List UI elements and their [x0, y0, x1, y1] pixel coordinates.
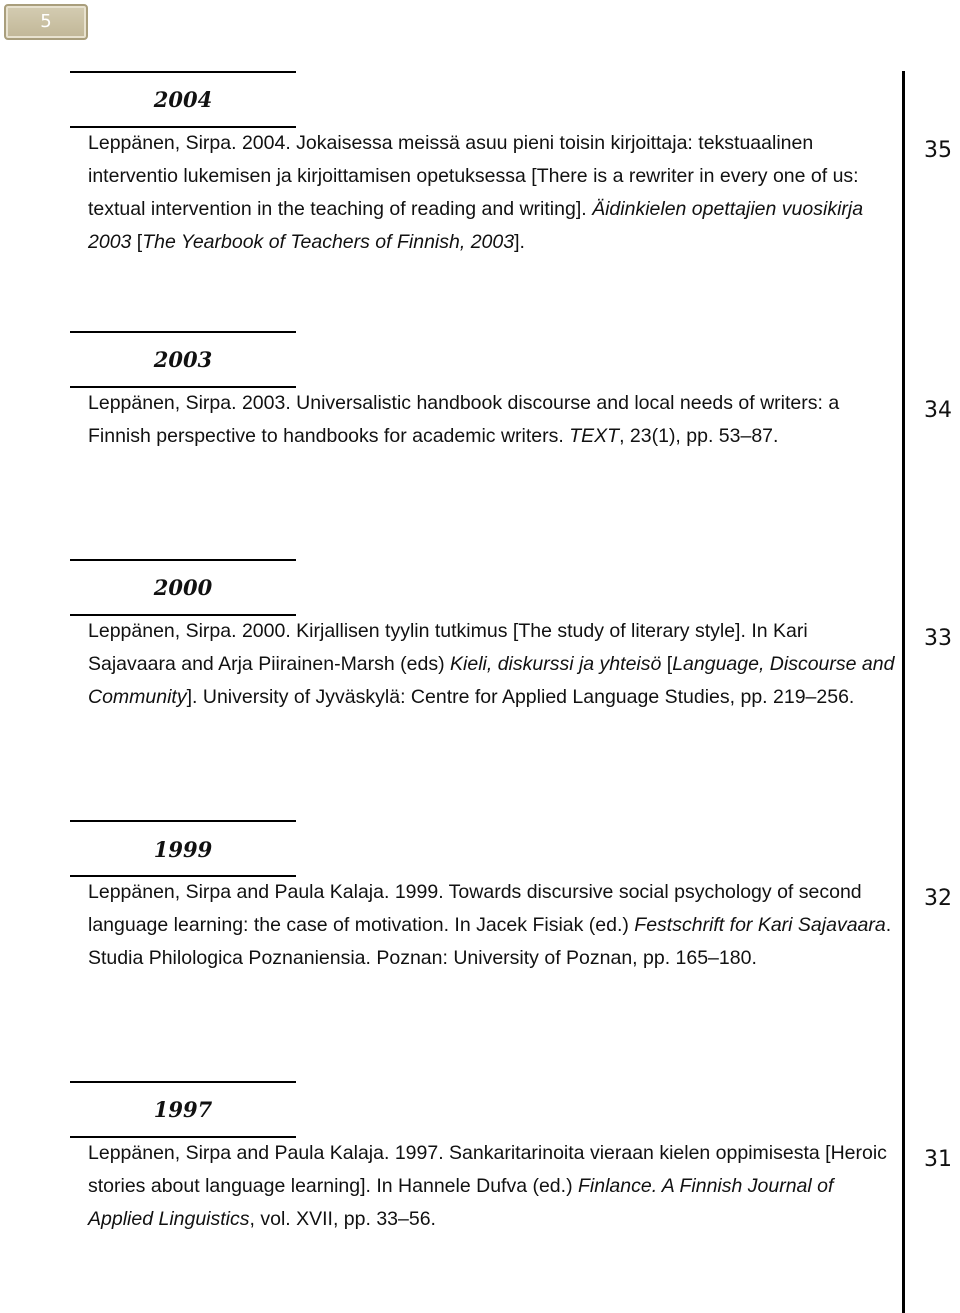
- citation-text: [: [131, 231, 143, 253]
- entry-citation: [88, 127, 896, 259]
- year-rule-top: [70, 331, 296, 333]
- citation-text: ].: [514, 231, 525, 253]
- entry-number: 35: [924, 138, 952, 163]
- citation-text: Leppänen, Sirpa. 2003. Universalistic handbook discourse and local needs of writers: a Finnish perspective to handbooks for academic writers.: [88, 392, 840, 447]
- entry-year: 2000: [153, 575, 213, 600]
- entry-year: 2003: [153, 347, 213, 372]
- entry-year: 2004: [153, 87, 213, 112]
- citation-text: Leppänen, Sirpa. 2004. Jokaisessa meissä asuu pieni toisin kirjoittaja: tekstuaalinen interventio lukemisen ja kirjoittamisen opetuksessa [There is a rewriter in every one of us: textual intervention in the teaching of reading and writing].: [88, 132, 859, 220]
- year-rule-top: [70, 1081, 296, 1083]
- entry-year: 1997: [153, 1097, 213, 1122]
- citation-text: Leppänen, Sirpa and Paula Kalaja. 1997. Sankaritarinoita vieraan kielen oppimisesta [Heroic stories about language learning]. In Hannele Dufva (ed.): [88, 1142, 887, 1197]
- citation-title-italic: Kieli, diskurssi ja yhteisö: [450, 653, 662, 675]
- citation-text: Leppänen, Sirpa. 2000. Kirjallisen tyylin tutkimus [The study of literary style]. In Kari Sajavaara and Arja Piirainen-Marsh (eds): [88, 620, 808, 675]
- page-number-badge: 5: [4, 4, 88, 40]
- citation-title-italic: Finlance. A Finnish Journal of Applied Linguistics: [88, 1175, 834, 1230]
- citation-title-italic: Äidinkielen opettajien vuosikirja 2003: [88, 198, 864, 253]
- entry-number: 34: [924, 398, 952, 423]
- entry-number: 32: [924, 886, 952, 911]
- entry-citation: [88, 615, 896, 714]
- year-rule-top: [70, 820, 296, 822]
- citation-text: , 23(1), pp. 53–87.: [619, 425, 779, 447]
- citation-title-italic: TEXT: [569, 425, 620, 447]
- vertical-rule: [902, 71, 905, 1313]
- entry-year: 1999: [153, 837, 213, 862]
- citation-text: Leppänen, Sirpa and Paula Kalaja. 1999. Towards discursive social psychology of second language learning: the case of motivation. In Jacek Fisiak (ed.): [88, 881, 862, 936]
- citation-text: ]. University of Jyväskylä: Centre for Applied Language Studies, pp. 219–256.: [186, 686, 855, 708]
- citation-text: , vol. XVII, pp. 33–56.: [249, 1208, 436, 1230]
- entry-number: 33: [924, 626, 952, 651]
- citation-title-italic: Language, Discourse and Community: [88, 653, 895, 708]
- year-rule-top: [70, 71, 296, 73]
- entry-citation: [88, 1137, 896, 1236]
- entry-citation: [88, 876, 896, 975]
- citation-text: [: [661, 653, 673, 675]
- citation-title-italic: The Yearbook of Teachers of Finnish, 2003: [142, 231, 515, 253]
- entry-number: 31: [924, 1147, 952, 1172]
- citation-text: . Studia Philologica Poznaniensia. Poznan: University of Poznan, pp. 165–180.: [88, 914, 892, 969]
- citation-title-italic: Festschrift for Kari Sajavaara: [634, 914, 886, 936]
- year-rule-top: [70, 559, 296, 561]
- entry-citation: [88, 387, 896, 453]
